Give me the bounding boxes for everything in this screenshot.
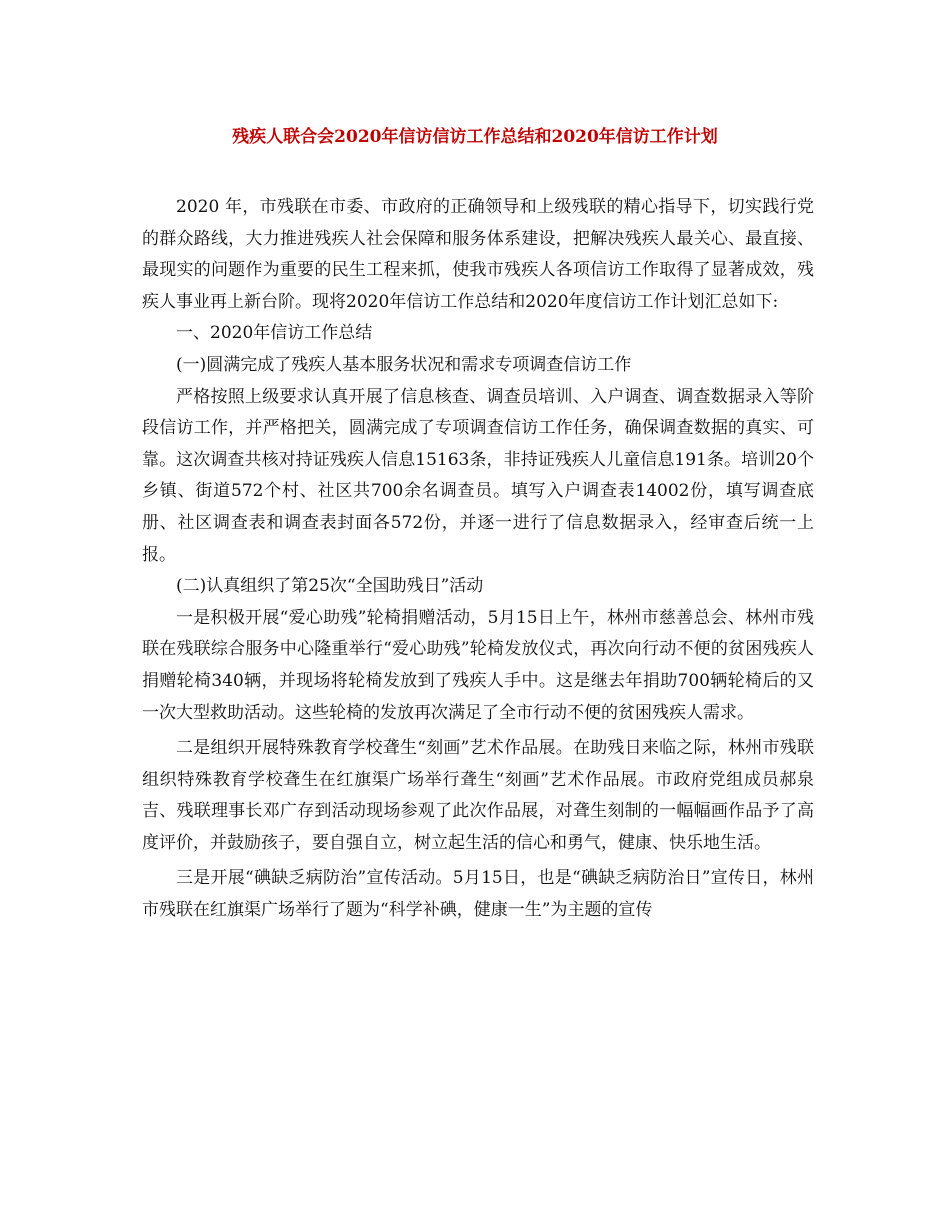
section-heading: 一、2020年信访工作总结 [176,323,373,344]
paragraph-survey: 严格按照上级要求认真开展了信息核查、调查员培训、入户调查、调查数据录入等阶段信访工作，并严格把关，圆满完成了专项调查信访工作任务，确保调查数据的真实、可靠。这次调查共核对持证残疾人信息15163条，非持证残疾人儿童信息191条。培训20个乡镇、街道572个村、社区共700余名调查员。填写入户调查表14002份，填写调查底册、社区调查表和调查表封面各572份，并逐一进行了信息数据录入，经审查后统一上报。 [142,386,814,565]
paragraph-wheelchair: 一是积极开展“爱心助残”轮椅捐赠活动，5月15日上午，林州市慈善总会、林州市残联在残联综合服务中心隆重举行“爱心助残”轮椅发放仪式，再次向行动不便的贫困残疾人捐赠轮椅340辆，并现场将轮椅发放到了残疾人手中。这是继去年捐助700辆轮椅后的又一次大型救助活动。这些轮椅的发放再次满足了全市行动不便的贫困残疾人需求。 [142,607,814,723]
document-title: 残疾人联合会2020年信访信访工作总结和2020年信访工作计划 [232,127,718,147]
subsection-heading: (一)圆满完成了残疾人基本服务状况和需求专项调查信访工作 [176,354,632,375]
paragraph-iodine: 三是开展“碘缺乏病防治”宣传活动。5月15日，也是“碘缺乏病防治日”宣传日，林州市残联在红旗渠广场举行了题为“科学补碘，健康一生”为主题的宣传 [142,868,814,921]
document-body [142,192,814,927]
paragraph-art-exhibition: 二是组织开展特殊教育学校聋生“刻画”艺术作品展。在助残日来临之际，林州市残联组织特殊教育学校聋生在红旗渠广场举行聋生“刻画”艺术作品展。市政府党组成员郝泉吉、残联理事长邓广存到活动现场参观了此次作品展，对聋生刻制的一幅幅画作品予了高度评价，并鼓励孩子，要自强自立，树立起生活的信心和勇气，健康、快乐地生活。 [142,738,814,853]
subsection-heading: (二)认真组织了第25次“全国助残日”活动 [176,576,484,597]
paragraph-intro: 2020 年，市残联在市委、市政府的正确领导和上级残联的精心指导下，切实践行党的群众路线，大力推进残疾人社会保障和服务体系建设，把解决残疾人最关心、最直接、最现实的问题作为重要的民生工程来抓，使我市残疾人各项信访工作取得了显著成效，残疾人事业再上新台阶。现将2020年信访工作总结和2020年度信访工作计划汇总如下: [142,197,814,312]
